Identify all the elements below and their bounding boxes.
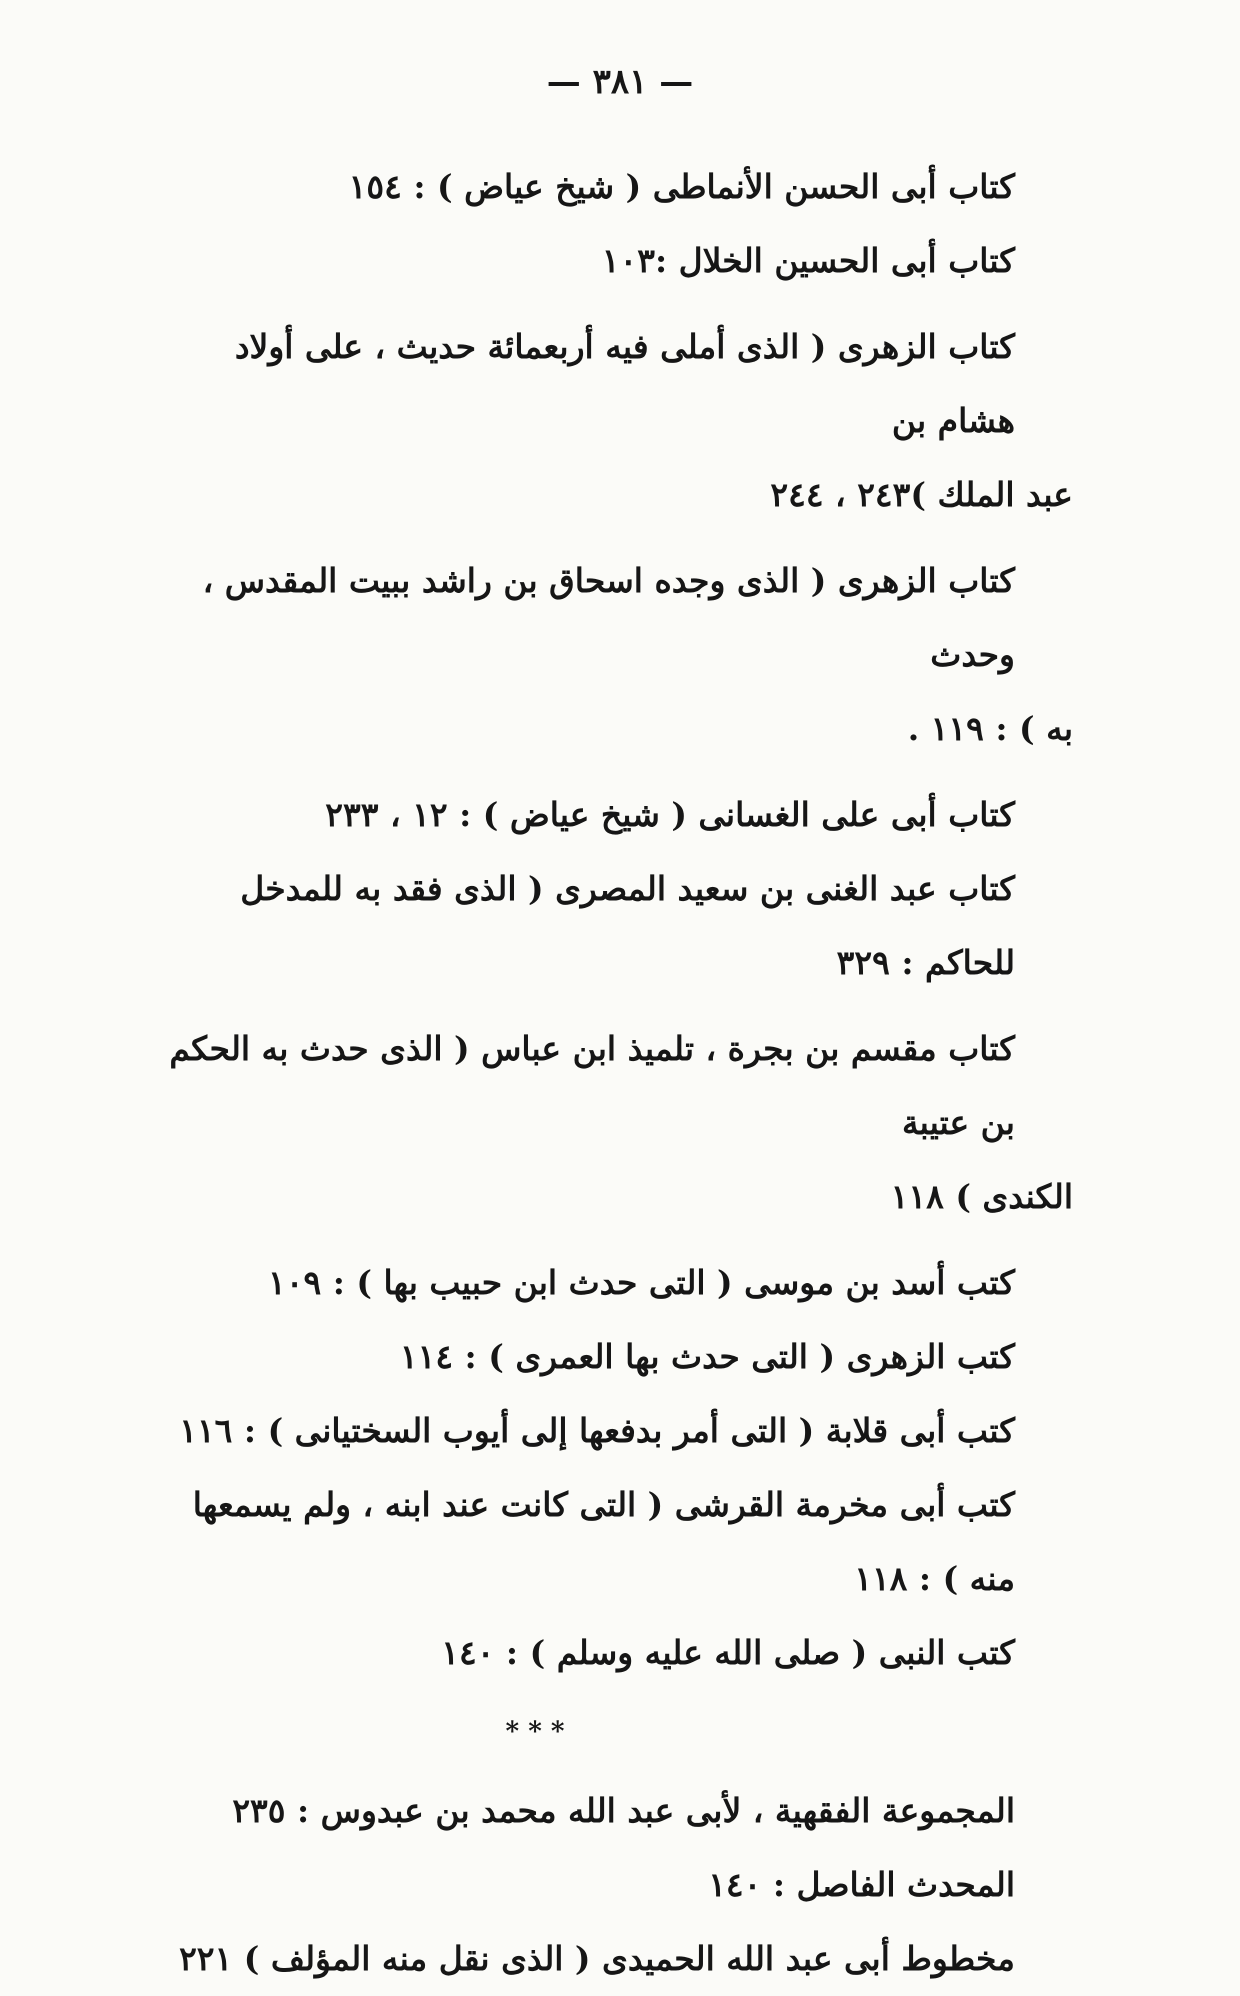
index-entries — [155, 150, 1073, 1996]
index-entry: كتاب مقسم بن بجرة ، تلميذ ابن عباس ( الذى حدث به الحكم بن عتيبة الكندى ) ١١٨ — [155, 1012, 1015, 1234]
index-entry: مخطوط أبى عبد الله الحميدى ( الذى نقل منه المؤلف ) ٢٢١ — [179, 1939, 1015, 1978]
entry-continuation: الكندى ) ١١٨ — [890, 1177, 1073, 1216]
index-entry: كتاب أبى على الغسانى ( شيخ عياض ) : ١٢ ، ٢٣٣ — [325, 795, 1015, 834]
entry-continuation: عبد الملك )٢٤٣ ، ٢٤٤ — [770, 475, 1073, 514]
index-entry: المجموعة الفقهية ، لأبى عبد الله محمد بن عبدوس : ٢٣٥ — [232, 1791, 1015, 1830]
index-entry: كتاب الزهرى ( الذى أملى فيه أربعمائة حديث ، على أولاد هشام بن عبد الملك )٢٤٣ ، ٢٤٤ — [155, 310, 1015, 532]
page-number: — ٣٨١ — — [546, 62, 694, 102]
index-entry: كتب الزهرى ( التى حدث بها العمرى ) : ١١٤ — [399, 1337, 1015, 1376]
entry-continuation: به ) : ١١٩ . — [907, 709, 1073, 748]
index-entry: المحدث الفاصل : ١٤٠ — [708, 1865, 1015, 1904]
index-entry: كتاب الزهرى ( الذى وجده اسحاق بن راشد ببيت المقدس ، وحدث به ) : ١١٩ . — [155, 544, 1015, 766]
section-separator: * * * — [505, 1717, 565, 1747]
index-entry: كتب أبى مخرمة القرشى ( التى كانت عند ابنه ، ولم يسمعها منه ) : ١١٨ — [192, 1485, 1015, 1598]
index-entry: كتاب عبد الغنى بن سعيد المصرى ( الذى فقد به للمدخل للحاكم : ٣٢٩ — [240, 869, 1015, 982]
index-entry: كتب أبى قلابة ( التى أمر بدفعها إلى أيوب السختيانى ) : ١١٦ — [179, 1411, 1015, 1450]
index-entry: كتب النبى ( صلى الله عليه وسلم ) : ١٤٠ — [441, 1633, 1015, 1672]
index-entry: كتاب أبى الحسن الأنماطى ( شيخ عياض ) : ١٥٤ — [348, 167, 1015, 206]
index-entry: كتب أسد بن موسى ( التى حدث ابن حبيب بها ) : ١٠٩ — [268, 1263, 1015, 1302]
index-entry: كتاب أبى الحسين الخلال :١٠٣ — [601, 241, 1015, 280]
